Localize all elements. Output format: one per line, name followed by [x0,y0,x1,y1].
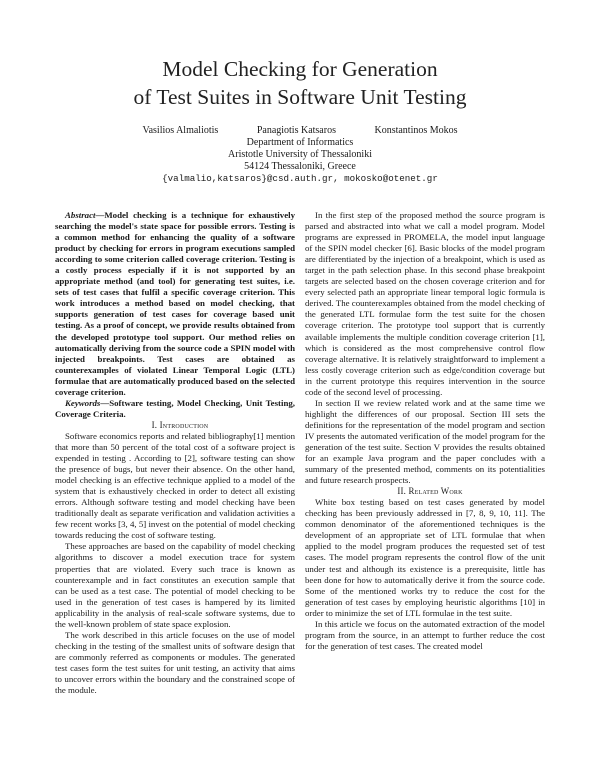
university: Aristotle University of Thessaloniki [228,149,372,160]
section-heading-related-work [305,486,545,497]
author-block [0,125,600,185]
body-paragraph: Software economics reports and related bibliography[1] mention that more than 50 percent of the total cost of a software project is expended in testing . According to [2], software testing can show the presence of bugs, but never their absence. On the other hand, model checking is an effective technique applied to a model of the system that is exhaustively checked in order to detect all existing errors. Although software testing and model checking have been traditionally dealt as separate verification and validation activities a few recent works [3, 4, 5] invest on the potential of model checking towards reducing the cost of software testing. [55,430,295,541]
body-paragraph: These approaches are based on the capability of model checking algorithms to discover a model execution trace for system properties that are violated. Every such trace is known as counterexample and in fact constitutes an execution sample that can be used as a test case. The potential of model checking to be used in the generation of test cases is hampered by its limited applicability in the analysis of real-scale software systems, due to the well-known problem of state space explosion. [55,541,295,629]
right-column [305,210,545,772]
keywords [55,398,295,420]
keywords-text: —Software testing, Model Checking, Unit Testing, Coverage Criteria. [55,397,295,419]
body-paragraph: In this article we focus on the automated extraction of the model program from the source, in an attempt to further reduce the cost for the generation of test cases. The created model [305,618,545,651]
keywords-label: Keywords [65,397,101,408]
section-heading-introduction [55,420,295,431]
body-paragraph: White box testing based on test cases generated by model checking has been previously addressed in [7, 8, 9, 10, 11]. The common denominator of the aforementioned techniques is the development of an appropriate set of LTL formulae that when applied to the model program produces the requested set of test cases. The model program represents the control flow of the unit under test and although its existence is a prerequisite, little has been done for how to automatically derive it from the source code. Some of the mentioned works try to reduce the cost for the generation of test cases by employing heuristic algorithms [10] in order to minimize the set of LTL formulae in the test suite. [305,497,545,618]
body-paragraph: The work described in this article focuses on the use of model checking in the testing of the smallest units of software design that are commonly referred as components or modules. The generated test cases form the test suites for unit testing, an activity that aims to uncover errors within the boundary and the constrained scope of the module. [55,629,295,696]
author-name: Vasilios Almaliotis [142,125,219,136]
title-line-1: Model Checking for Generation [162,57,438,81]
department: Department of Informatics [246,137,354,148]
address: 54124 Thessaloniki, Greece [244,161,356,172]
body-paragraph: In the first step of the proposed method the source program is parsed and abstracted into what we call a model program. Model programs are expressed in PROMELA, the model input language of the SPIN model checker [6]. Basic blocks of the model program are differentiated by the injection of a breakpoint, which is used as target in the path selection phase. In this second phase breakpoint targets are selected based on the chosen coverage criterion and for every selected path an appropriate linear temporal logic formula is derived. The counterexamples obtained from the model checking of the generated LTL formulae form the test suite for the chosen coverage criterion. The prototype tool support that is currently available implements the multiple condition coverage criterion [1], which is considered as the most comprehensive control flow coverage alternative. It is relatively straightforward to implement a less costly coverage criterion such as edge/condition coverage but in the current prototype this requires intervention in the source code of the second level of processing. [305,210,545,397]
section-title: Introduction [159,419,209,430]
abstract-label: Abstract [65,210,96,220]
paper-title [0,55,600,111]
author-name: Panagiotis Katsaros [256,125,336,136]
body-paragraph: In section II we review related work and at the same time we highlight the differences of our proposal. Section III sets the definitions for the representation of the model program and section IV presents the automated verification of the model program for the generation of the test suite. Section V provides the results obtained for an example Java program and the paper concludes with a summary of the presented method, comments on its potentialities and future research prospects. [305,397,545,486]
abstract-text: —Model checking is a technique for exhaustively searching the model's state space for possible errors. Testing is a common method for enhancing the quality of a software product by checking for errors in program executions sampled according to some criterion called coverage criterion. Testing is a costly process especially if it is not supported by an appropriate method (and tool) for generating test suites, i.e. sets of test cases that fulfil a specific coverage criterion. This work introduces a method based on model checking, that supports generation of test cases for coverage based unit testing. As a proof of concept, we provide results obtained from the developed prototype tool support. Our method relies on automatically deriving from the source code a SPIN model with injected breakpoints. Test cases are obtained as counterexamples of violated Linear Temporal Logic (LTL) formulae that are automatically produced based on the selected coverage criterion. [55,210,295,397]
abstract [55,210,295,398]
section-number: II. [397,486,407,497]
author-names [0,125,600,137]
email-addresses: {valmalio,katsaros}@csd.auth.gr, mokosko@otenet.gr [162,173,438,184]
author-name: Konstantinos Mokos [374,125,458,136]
section-title: Related Work [408,486,463,497]
left-column [55,210,295,772]
section-number: I. [151,419,158,430]
title-line-2: of Test Suites in Software Unit Testing [133,85,467,109]
